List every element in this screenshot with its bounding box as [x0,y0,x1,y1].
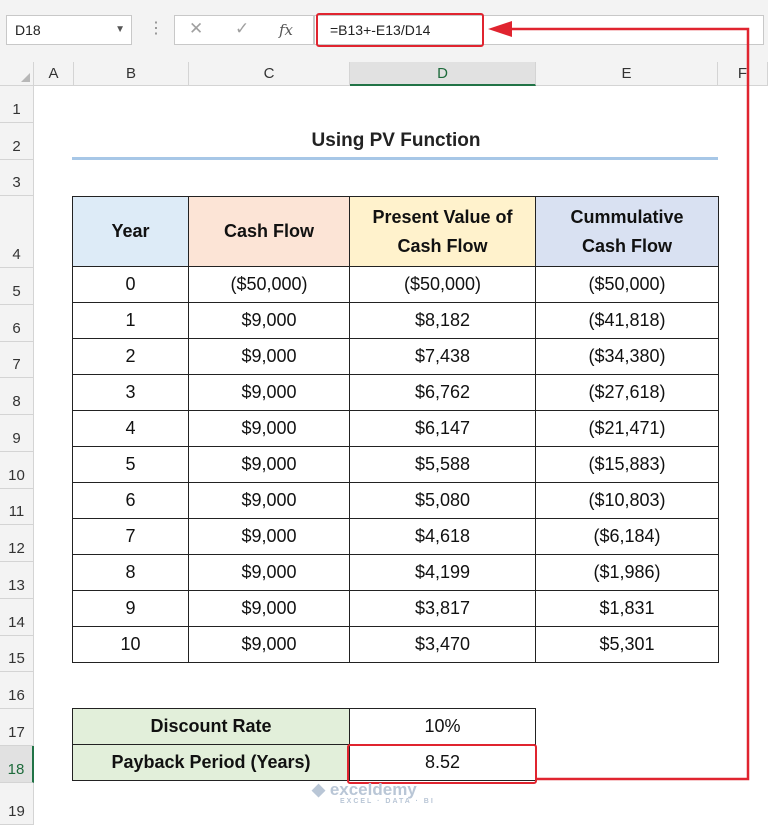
confirm-icon[interactable]: ✓ [235,19,250,38]
cell-cumulative[interactable]: ($10,803) [536,483,719,519]
cell-present-value[interactable]: $8,182 [350,303,536,339]
select-all-corner[interactable] [0,62,34,86]
header-pv-line2: Cash Flow [397,235,488,256]
row-header-3[interactable]: 3 [0,160,34,196]
header-cum-line1: Cummulative [570,206,684,227]
cell-cumulative[interactable]: ($41,818) [536,303,719,339]
row-header-1[interactable]: 1 [0,86,34,123]
name-box[interactable] [6,15,132,45]
cell-present-value[interactable]: $3,470 [350,627,536,663]
cancel-icon[interactable]: ✕ [189,19,204,38]
cell-cash-flow[interactable]: $9,000 [189,591,350,627]
column-header-d[interactable]: D [350,62,536,86]
cell-cumulative[interactable]: ($21,471) [536,411,719,447]
cell-cash-flow[interactable]: $9,000 [189,339,350,375]
table-row [73,375,719,411]
cell-cumulative[interactable]: ($27,618) [536,375,719,411]
cell-cumulative[interactable]: ($50,000) [536,267,719,303]
row-header-6[interactable]: 6 [0,305,34,342]
insert-function-icon[interactable]: fx [279,21,294,39]
header-year[interactable]: Year [73,197,189,267]
table-row [73,411,719,447]
row-header-14[interactable]: 14 [0,599,34,636]
cell-cash-flow[interactable]: $9,000 [189,483,350,519]
cell-present-value[interactable]: $5,588 [350,447,536,483]
discount-rate-label[interactable]: Discount Rate [73,709,350,745]
cell-present-value[interactable]: ($50,000) [350,267,536,303]
row-header-13[interactable]: 13 [0,562,34,599]
cell-year[interactable]: 2 [73,339,189,375]
row-header-16[interactable]: 16 [0,672,34,709]
payback-period-label[interactable]: Payback Period (Years) [73,745,350,781]
discount-rate-value[interactable]: 10% [350,709,536,745]
cell-cumulative[interactable]: ($6,184) [536,519,719,555]
summary-row-discount [73,709,536,745]
formula-buttons [174,15,314,45]
cell-cash-flow[interactable]: $9,000 [189,447,350,483]
cell-present-value[interactable]: $4,618 [350,519,536,555]
table-header-row [73,197,719,267]
table-row [73,267,719,303]
row-header-19[interactable]: 19 [0,783,34,825]
row-header-2[interactable]: 2 [0,123,34,160]
table-row [73,627,719,663]
table-row [73,519,719,555]
cell-year[interactable]: 10 [73,627,189,663]
column-header-b[interactable]: B [74,62,189,86]
column-header-f[interactable]: F [718,62,768,86]
cell-year[interactable]: 8 [73,555,189,591]
more-options-icon[interactable]: ⋮ [148,20,164,37]
watermark-name: exceldemy [329,780,417,799]
cell-cash-flow[interactable]: $9,000 [189,303,350,339]
table-row [73,339,719,375]
formula-toolbar [0,0,768,63]
column-header-a[interactable]: A [34,62,74,86]
cell-cumulative[interactable]: $5,301 [536,627,719,663]
cell-year[interactable]: 5 [73,447,189,483]
row-header-10[interactable]: 10 [0,452,34,489]
table-row [73,555,719,591]
cell-cash-flow[interactable]: $9,000 [189,519,350,555]
cell-year[interactable]: 9 [73,591,189,627]
cell-cumulative[interactable]: ($15,883) [536,447,719,483]
cell-cash-flow[interactable]: $9,000 [189,627,350,663]
cell-present-value[interactable]: $6,147 [350,411,536,447]
cell-present-value[interactable]: $7,438 [350,339,536,375]
cell-cash-flow[interactable]: ($50,000) [189,267,350,303]
header-cum-line2: Cash Flow [581,235,672,256]
formula-input[interactable]: =B13+-E13/D14 [316,13,484,47]
cell-year[interactable]: 6 [73,483,189,519]
payback-period-value[interactable]: 8.52 [350,745,536,781]
watermark-tagline: EXCEL · DATA · BI [340,798,435,805]
cash-flow-table [72,196,719,663]
cell-present-value[interactable]: $6,762 [350,375,536,411]
row-header-11[interactable]: 11 [0,489,34,525]
cell-cash-flow[interactable]: $9,000 [189,375,350,411]
table-row [73,591,719,627]
row-header-4[interactable]: 4 [0,196,34,268]
cell-present-value[interactable]: $3,817 [350,591,536,627]
column-header-c[interactable]: C [189,62,350,86]
name-box-value: D18 [15,22,41,38]
cell-year[interactable]: 3 [73,375,189,411]
cell-cash-flow[interactable]: $9,000 [189,411,350,447]
header-present-value[interactable] [350,197,536,267]
exceldemy-watermark [312,780,435,805]
cell-year[interactable]: 0 [73,267,189,303]
cell-present-value[interactable]: $5,080 [350,483,536,519]
table-row [73,447,719,483]
table-body [73,267,719,663]
row-header-18[interactable]: 18 [0,746,34,783]
row-header-9[interactable]: 9 [0,415,34,452]
title-underline [72,157,718,160]
cell-cumulative[interactable]: $1,831 [536,591,719,627]
cell-cash-flow[interactable]: $9,000 [189,555,350,591]
selected-cell-highlight [347,744,537,784]
row-header-7[interactable]: 7 [0,342,34,378]
watermark-logo-icon: ◆ [312,780,326,799]
cell-cumulative[interactable]: ($1,986) [536,555,719,591]
header-cash-flow[interactable]: Cash Flow [189,197,350,267]
cell-year[interactable]: 4 [73,411,189,447]
cell-cumulative[interactable]: ($34,380) [536,339,719,375]
column-header-e[interactable]: E [536,62,718,86]
table-row [73,303,719,339]
chevron-down-icon[interactable]: ▼ [115,24,125,35]
header-pv-line1: Present Value of [372,206,513,227]
row-header-12[interactable]: 12 [0,525,34,562]
header-cumulative[interactable] [536,197,719,267]
table-row [73,483,719,519]
row-header-8[interactable]: 8 [0,378,34,415]
cell-present-value[interactable]: $4,199 [350,555,536,591]
cell-year[interactable]: 1 [73,303,189,339]
row-header-17[interactable]: 17 [0,709,34,746]
sheet-title: Using PV Function [311,130,481,151]
row-header-15[interactable]: 15 [0,636,34,672]
cell-year[interactable]: 7 [73,519,189,555]
row-header-5[interactable]: 5 [0,268,34,305]
